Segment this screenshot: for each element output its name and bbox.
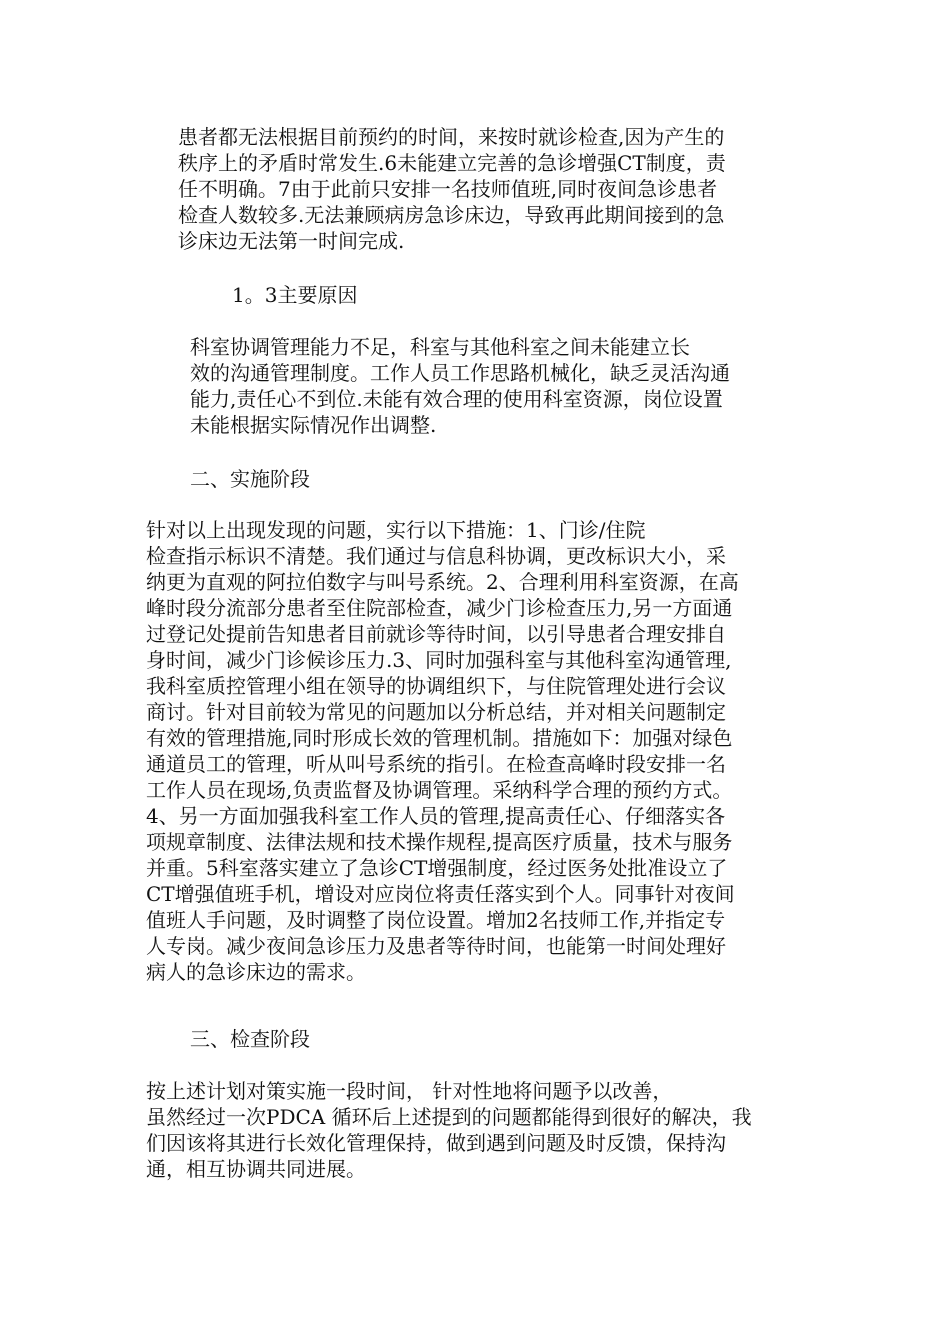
section-heading-1-3: 1。3主要原因 xyxy=(232,283,358,307)
section-heading-check: 三、检查阶段 xyxy=(190,1027,310,1051)
section-heading-implementation: 二、实施阶段 xyxy=(190,467,310,491)
paragraph-text: 科室协调管理能力不足，科室与其他科室之间未能建立长 效的沟通管理制度。工作人员工作思路机械化，缺乏灵活沟通 能力,责任心不到位.未能有效合理的使用科室资源，岗位设置 未能根据实际情况作出调整. xyxy=(190,335,730,437)
paragraph-text: 患者都无法根据目前预约的时间，来按时就诊检查,因为产生的 秩序上的矛盾时常发生.6未能建立完善的急诊增强CT制度，责 任不明确。7由于此前只安排一名技师值班,同时夜间急诊患者 检查人数较多.无法兼顾病房急诊床边，导致再此期间接到的急 诊床边无法第一时间完成. xyxy=(178,125,726,253)
paragraph-text: 按上述计划对策实施一段时间， 针对性地将问题予以改善， 虽然经过一次PDCA 循环后上述提到的问题都能得到很好的解决，我 们因该将其进行长效化管理保持，做到遇到问题及时反馈，保持沟 通，相互协调共同进展。 xyxy=(146,1079,752,1181)
paragraph-text: 针对以上出现发现的问题，实行以下措施：1、门诊/住院 检查指示标识不清楚。我们通过与信息科协调，更改标识大小，采 纳更为直观的阿拉伯数字与叫号系统。2、合理利用科室资源，在高 峰时段分流部分患者至住院部检查，减少门诊检查压力,另一方面通 过登记处提前告知患者目前就诊等待时间，以引导患者合理安排自 身时间，减少门诊候诊压力.3、同时加强科室与其他科室沟通管理, 我科室质控管理小组在领导的协调组织下，与住院管理处进行会议 商讨。针对目前较为常见的问题加以分析总结，并对相关问题制定 有效的管理措施,同时形成长效的管理机制。措施如下：加强对绿色 通道员工的管理，听从叫号系统的指引。在检查高峰时段安排一名 工作人员在现场,负责监督及协调管理。采纳科学合理的预约方式。 4、另一方面加强我科室工作人员的管理,提高责任心、仔细落实各 项规章制度、法律法规和技术操作规程,提高医疗质量，技术与服务 并重。5科室落实建立了急诊CT增强制度，经过医务处批准设立了 CT增强值班手机，增设对应岗位将责任落实到个人。同事针对夜间 值班人手问题，及时调整了岗位设置。增加2名技师工作,并指定专 人专岗。减少夜间急诊压力及患者等待时间，也能第一时间处理好 病人的急诊床边的需求。 xyxy=(146,518,739,984)
